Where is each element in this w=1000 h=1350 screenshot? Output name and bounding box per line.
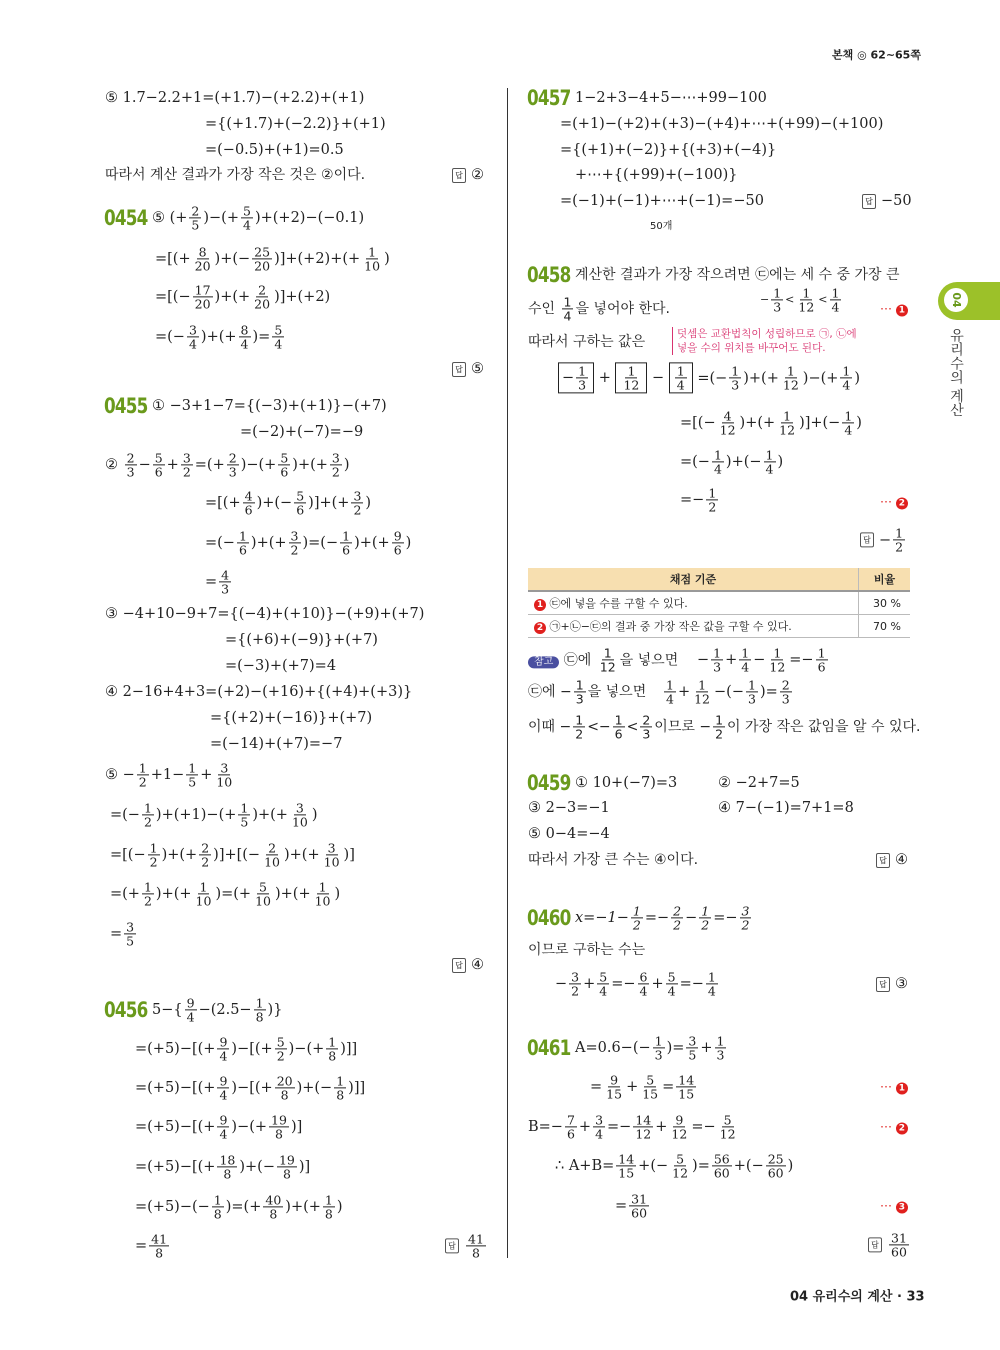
- math-line: =(− $\frac{1}{6}$ )+(+ $\frac{3}{2}$ )=(− $\frac{1}{6}$ )+(+ $\frac{9}{6}$ ): [205, 528, 412, 558]
- problem-number: 0455: [104, 394, 148, 418]
- fraction: $\frac{31}{60}$: [891, 1230, 907, 1260]
- fraction: $\frac{5}{10}$: [255, 879, 271, 909]
- fraction: $\frac{1}{3}$: [716, 1033, 725, 1063]
- fraction: $\frac{14}{15}$: [618, 1151, 635, 1181]
- answer-icon: 답: [860, 533, 874, 548]
- fraction: $\frac{1}{4}$: [765, 447, 774, 477]
- text-line: 이므로 구하는 수는: [528, 942, 646, 958]
- reference-line: 참고 ㉢에 $\frac{1}{12}$ 을 넣으면: [528, 646, 678, 673]
- fraction: $\frac{3}{10}$: [323, 840, 340, 870]
- fraction: $\frac{3}{2}$: [353, 488, 362, 518]
- fraction: $\frac{1}{2}$: [149, 840, 158, 870]
- math-line: =[(+ $\frac{8}{20}$ )+(− $\frac{25}{20}$ )]+(+2)+(+ $\frac{1}{10}$ ): [155, 244, 390, 274]
- fraction: $\frac{9}{6}$: [393, 528, 402, 558]
- fraction: $\frac{1}{4}$: [713, 447, 722, 477]
- problem-number: 0461: [527, 1036, 571, 1060]
- math-line: ∴ A+B= $\frac{14}{15}$ +(− $\frac{5}{12}$ )= $\frac{56}{60}$ +(− $\frac{25}{60}$ ): [555, 1151, 794, 1181]
- fraction: $\frac{1}{3}$: [575, 677, 584, 707]
- fraction: $\frac{2}{3}$: [228, 450, 237, 480]
- fraction: $\frac{25}{60}$: [767, 1151, 784, 1181]
- answer: 답 ③: [876, 976, 908, 992]
- fraction: $\frac{5}{4}$: [667, 969, 676, 999]
- text-line: 따라서 계산 결과가 가장 작은 것은 ②이다.: [105, 167, 366, 183]
- fraction: $\frac{1}{4}$: [707, 969, 716, 999]
- fraction: $\frac{2}{3}$: [642, 712, 651, 742]
- fraction: $\frac{3}{10}$: [291, 800, 308, 830]
- fraction: $\frac{1}{8}$: [255, 995, 264, 1025]
- step-marker-2: ⋯ 2: [880, 1120, 908, 1135]
- answer-icon: 답: [452, 958, 466, 973]
- fraction: $\frac{1}{4}$: [563, 294, 572, 324]
- fraction: $\frac{9}{12}$: [671, 1112, 688, 1142]
- reference-line: ㉢에 − $\frac{1}{3}$ 을 넣으면: [528, 677, 647, 707]
- math-line: =[(− $\frac{17}{20}$ )+(+ $\frac{2}{20}$ )]+(+2): [155, 282, 331, 312]
- fraction: $\frac{14}{15}$: [678, 1072, 695, 1102]
- math-line: =(−2)+(−7)=−9: [240, 423, 364, 440]
- step-marker-1: ⋯ 1: [880, 302, 908, 317]
- fraction: $\frac{1}{4}$: [676, 363, 685, 393]
- fraction: $\frac{2}{5}$: [191, 203, 200, 233]
- math-line: =(− $\frac{1}{4}$ )+(− $\frac{1}{4}$ ): [680, 447, 784, 477]
- fraction: $\frac{1}{6}$: [342, 528, 351, 558]
- fraction: $\frac{1}{3}$: [747, 677, 756, 707]
- fraction: $\frac{2}{2}$: [673, 903, 682, 933]
- math-line: =(+5)−(− $\frac{1}{8}$ )=(+ $\frac{40}{8}$ )+(+ $\frac{1}{8}$ ): [135, 1192, 343, 1222]
- chapter-tab[interactable]: [938, 282, 1000, 320]
- problem-number: 0459: [527, 771, 571, 795]
- fraction: $\frac{3}{2}$: [290, 528, 299, 558]
- answer-icon: 답: [876, 977, 890, 992]
- answer-icon: 답: [452, 168, 466, 183]
- fraction: $\frac{8}{20}$: [194, 244, 211, 274]
- fraction: $\frac{9}{4}$: [186, 995, 195, 1025]
- fraction: $\frac{1}{2}$: [708, 485, 717, 515]
- fraction: $\frac{1}{6}$: [238, 528, 247, 558]
- fraction: $\frac{7}{6}$: [566, 1112, 575, 1142]
- fraction: $\frac{1}{2}$: [143, 879, 152, 909]
- fraction: $\frac{1}{3}$: [773, 285, 782, 315]
- blank-box-b: [615, 362, 647, 393]
- fraction: $\frac{2}{20}$: [254, 282, 271, 312]
- math-line: ={(+2)+(−16)}+(+7): [210, 709, 373, 726]
- answer-icon: 답: [862, 194, 876, 209]
- step-marker-2: ⋯ 2: [880, 495, 908, 510]
- math-line: =(+5)−[(+ $\frac{9}{4}$ )−[(+ $\frac{20}{8}$ )+(− $\frac{1}{8}$ )]]: [135, 1073, 366, 1103]
- text-line: 수인 $\frac{1}{4}$ 을 넣어야 한다.: [528, 294, 670, 324]
- fraction: $\frac{1}{8}$: [336, 1073, 345, 1103]
- answer-icon: 답: [452, 362, 466, 377]
- text-line: 따라서 가장 큰 수는 ④이다.: [528, 852, 699, 868]
- answer: [868, 1231, 911, 1258]
- math-line: ⑤ (+ $\frac{2}{5}$ )−(+ $\frac{5}{4}$ )+(+2)−(−0.1): [152, 203, 365, 233]
- underbrace-label: 50개: [650, 221, 673, 232]
- fraction: $\frac{1}{12}$: [782, 363, 799, 393]
- fraction: $\frac{1}{4}$: [741, 645, 750, 675]
- math-line: x=−1− $\frac{1}{2}$ =− $\frac{2}{2}$ − $\frac{1}{2}$ =− $\frac{3}{2}$: [575, 903, 750, 933]
- fraction: $\frac{25}{20}$: [254, 244, 271, 274]
- fraction: $\frac{1}{10}$: [314, 879, 331, 909]
- math-line: ⑤ 0−4=−4: [528, 825, 610, 842]
- math-line: =[(+ $\frac{4}{6}$ )+(− $\frac{5}{6}$ )]+(+ $\frac{3}{2}$ ): [205, 488, 372, 518]
- fraction: $\frac{4}{3}$: [221, 567, 230, 597]
- math-line: +⋯+{(+99)+(−100)}: [575, 166, 738, 183]
- blank-box-c: [669, 362, 693, 393]
- fraction: $\frac{1}{3}$: [731, 363, 740, 393]
- fraction: $\frac{1}{8}$: [328, 1034, 337, 1064]
- fraction: $\frac{5}{6}$: [154, 450, 163, 480]
- fraction: $\frac{1}{12}$: [694, 677, 711, 707]
- fraction: $\frac{1}{4}$: [842, 363, 851, 393]
- math-line: = $\frac{4}{3}$: [205, 567, 230, 597]
- fraction: $\frac{17}{20}$: [194, 282, 211, 312]
- fraction: $\frac{4}{6}$: [244, 488, 253, 518]
- column-divider: [507, 88, 508, 1258]
- fraction: $\frac{1}{2}$: [895, 525, 904, 555]
- math-line: = $\frac{31}{60}$: [615, 1191, 648, 1221]
- fraction: $\frac{5}{6}$: [280, 450, 289, 480]
- math-line: ① −3+1−7={(−3)+(+1)}−(+7): [152, 397, 387, 414]
- answer: 답 − $\frac{1}{2}$: [860, 526, 907, 553]
- fraction: $\frac{9}{4}$: [219, 1073, 228, 1103]
- fraction: $\frac{5}{15}$: [642, 1072, 659, 1102]
- math-line: B=− $\frac{7}{6}$ + $\frac{3}{4}$ =− $\frac{14}{12}$ + $\frac{9}{12}$ =− $\frac{5}{12}$: [528, 1112, 736, 1142]
- math-line: =[(− $\frac{4}{12}$ )+(+ $\frac{1}{12}$ )]+(− $\frac{1}{4}$ ): [680, 408, 862, 438]
- fraction: $\frac{14}{12}$: [635, 1112, 652, 1142]
- math-line: ② $\frac{2}{3}$ − $\frac{5}{6}$ + $\frac{3}{2}$ =(+ $\frac{2}{3}$ )−(+ $\frac{5}{6}$ )+(+ $\frac{3}{2}$ ): [105, 450, 350, 480]
- fraction: $\frac{1}{4}$: [666, 677, 674, 707]
- fraction: $\frac{3}{2}$: [741, 903, 750, 933]
- math-line: ④ 7−(−1)=7+1=8: [718, 799, 854, 816]
- fraction: $\frac{1}{2}$: [632, 903, 641, 933]
- fraction: $\frac{56}{60}$: [713, 1151, 730, 1181]
- math-line: 5−{ $\frac{9}{4}$ −(2.5− $\frac{1}{8}$ )}: [152, 995, 283, 1025]
- fraction: $\frac{9}{4}$: [219, 1034, 228, 1064]
- page-reference: 본책 ◎ 62~65쪽: [832, 48, 921, 62]
- answer: 답 ⑤: [452, 361, 484, 377]
- math-line: ={(+1.7)+(−2.2)}+(+1): [205, 115, 386, 132]
- fraction: $\frac{1}{6}$: [614, 712, 623, 742]
- fraction: $\frac{6}{4}$: [639, 969, 648, 999]
- problem-number: 0460: [527, 906, 571, 930]
- box-expression: − $\frac{1}{3}$ + $\frac{1}{12}$ − $\frac{1}{4}$ =(− $\frac{1}{3}$ )+(+ $\frac{1}{12}$ )−(+ $\frac{1}{4}$ ): [558, 362, 860, 393]
- fraction: $\frac{5}{12}$: [719, 1112, 736, 1142]
- fraction: $\frac{1}{4}$: [831, 285, 840, 315]
- page-number: 33: [906, 1289, 925, 1305]
- math-line: =(−0.5)+(+1)=0.5: [205, 141, 344, 158]
- fraction: $\frac{19}{8}$: [271, 1112, 287, 1142]
- text-line: 따라서 구하는 값은: [528, 334, 646, 350]
- answer: 답 ②: [452, 167, 484, 183]
- math-line: =(−3)+(+7)=4: [225, 657, 337, 674]
- math-line: = $\frac{9}{15}$ + $\frac{5}{15}$ = $\frac{14}{15}$: [590, 1072, 695, 1102]
- fraction: $\frac{2}{2}$: [201, 840, 210, 870]
- fraction: $\frac{31}{60}$: [631, 1191, 648, 1221]
- fraction: $\frac{1}{2}$: [701, 903, 710, 933]
- reference-tag: 참고: [528, 656, 559, 668]
- side-note: 덧셈은 교환법칙이 성립하므로 ㉠, ㉡에 넣을 수의 위치를 바꾸어도 된다.: [672, 327, 857, 355]
- math-line: ⑤ 1.7−2.2+1=(+1.7)−(+2.2)+(+1): [105, 89, 365, 106]
- fraction: $\frac{3}{10}$: [216, 760, 233, 790]
- fraction: $\frac{3}{5}$: [688, 1033, 697, 1063]
- math-line: =(− $\frac{3}{4}$ )+(+ $\frac{8}{4}$ )= $\frac{5}{4}$: [155, 322, 283, 352]
- footer-chapter: 04 유리수의 계산: [790, 1289, 893, 1305]
- problem-number: 0456: [104, 998, 148, 1022]
- answer-icon: 답: [868, 1238, 882, 1253]
- math-line: ③ 2−3=−1: [528, 799, 610, 816]
- math-line: =(−14)+(+7)=−7: [210, 735, 343, 752]
- fraction: $\frac{1}{3}$: [654, 1033, 663, 1063]
- chapter-title-vertical: 유리수의 계산: [948, 328, 964, 417]
- problem-number: 0458: [527, 263, 571, 287]
- math-line: =(−1)+(−1)+⋯+(−1)=−50: [560, 192, 764, 209]
- order-annotation: − $\frac{1}{3}$ < $\frac{1}{12}$ < $\frac{1}{4}$: [760, 285, 840, 315]
- fraction: $\frac{2}{3}$: [781, 677, 790, 707]
- reference-line: 이때 − $\frac{1}{2}$ <− $\frac{1}{6}$ < $\frac{2}{3}$ 이므로 − $\frac{1}{2}$ 이 가장 작은 값임을 알 수 있다.: [528, 712, 921, 742]
- fraction: $\frac{1}{2}$: [143, 800, 152, 830]
- blank-box-a: − $\frac{1}{3}$: [558, 362, 594, 393]
- answer-icon: 답: [445, 1239, 459, 1254]
- math-line: =(+5)−[(+ $\frac{9}{4}$ )−(+ $\frac{19}{8}$ )]: [135, 1112, 303, 1142]
- fraction: $\frac{1}{10}$: [195, 879, 212, 909]
- fraction: $\frac{1}{5}$: [188, 760, 197, 790]
- answer-icon: 답: [876, 853, 890, 868]
- math-line: = $\frac{41}{8}$: [135, 1231, 168, 1261]
- math-line: ={(+6)+(−9)}+(+7): [225, 631, 378, 648]
- fraction: $\frac{1}{3}$: [713, 645, 722, 675]
- chapter-number: 04: [944, 288, 968, 312]
- math-line: ① 10+(−7)=3: [575, 774, 678, 791]
- fraction: $\frac{1}{2}$: [575, 712, 584, 742]
- answer: 답 ④: [876, 852, 908, 868]
- fraction: $\frac{3}{4}$: [188, 322, 197, 352]
- fraction: $\frac{5}{4}$: [599, 969, 608, 999]
- fraction: $\frac{1}{5}$: [240, 800, 249, 830]
- math-line: =(+5)−[(+ $\frac{9}{4}$ )−[(+ $\frac{5}{2}$ )−(+ $\frac{1}{8}$ )]]: [135, 1034, 358, 1064]
- fraction: $\frac{9}{4}$: [219, 1112, 228, 1142]
- math-line: $\frac{1}{4}$ + $\frac{1}{12}$ −(− $\frac{1}{3}$ )= $\frac{2}{3}$: [666, 677, 790, 707]
- math-line: =(− $\frac{1}{2}$ )+(+1)−(+ $\frac{1}{5}$ )+(+ $\frac{3}{10}$ ): [110, 800, 318, 830]
- fraction: $\frac{1}{6}$: [817, 645, 826, 675]
- text-line: 계산한 결과가 가장 작으려면 ㉢에는 세 수 중 가장 큰: [575, 267, 900, 283]
- fraction: $\frac{3}{2}$: [182, 450, 191, 480]
- fraction: $\frac{20}{8}$: [276, 1073, 293, 1103]
- math-line: 1−2+3−4+5−⋯+99−100: [575, 89, 767, 106]
- fraction: $\frac{4}{12}$: [719, 408, 736, 438]
- math-line: − $\frac{3}{2}$ + $\frac{5}{4}$ =− $\frac{6}{4}$ + $\frac{5}{4}$ =− $\frac{1}{4}$: [555, 969, 716, 999]
- fraction: $\frac{1}{4}$: [844, 408, 853, 438]
- math-line: =[(− $\frac{1}{2}$ )+(+ $\frac{2}{2}$ )]+[(− $\frac{2}{10}$ )+(+ $\frac{3}{10}$ )]: [110, 840, 355, 870]
- fraction: $\frac{5}{4}$: [243, 203, 251, 233]
- math-line: ④ 2−16+4+3=(+2)−(+16)+{(+4)+(+3)}: [105, 683, 413, 700]
- math-line: ={(+1)+(−2)}+{(+3)+(−4)}: [560, 141, 777, 158]
- fraction: $\frac{18}{8}$: [219, 1152, 236, 1182]
- fraction: $\frac{1}{2}$: [715, 712, 724, 742]
- fraction: $\frac{1}{10}$: [364, 244, 381, 274]
- fraction: $\frac{19}{8}$: [278, 1152, 295, 1182]
- fraction: $\frac{3}{4}$: [595, 1112, 604, 1142]
- problem-number: 0457: [527, 86, 571, 110]
- fraction: $\frac{40}{8}$: [265, 1192, 282, 1222]
- fraction: $\frac{2}{10}$: [264, 840, 280, 870]
- fraction: $\frac{5}{4}$: [274, 322, 283, 352]
- math-line: =− $\frac{1}{2}$: [680, 485, 717, 515]
- footer: 04 유리수의 계산 · 33: [790, 1289, 925, 1305]
- fraction: $\frac{1}{12}$: [798, 285, 815, 315]
- fraction: $\frac{3}{2}$: [571, 969, 580, 999]
- math-line: =(+1)−(+2)+(+3)−(+4)+⋯+(+99)−(+100): [560, 115, 884, 132]
- math-line: ⑤ − $\frac{1}{2}$ +1− $\frac{1}{5}$ + $\frac{3}{10}$: [105, 760, 233, 790]
- fraction: $\frac{41}{8}$: [151, 1231, 168, 1261]
- problem-number: 0454: [104, 206, 148, 230]
- step-marker-1: ⋯ 1: [880, 1080, 908, 1095]
- fraction: $\frac{5}{2}$: [276, 1034, 285, 1064]
- math-line: =(+ $\frac{1}{2}$ )+(+ $\frac{1}{10}$ )=(+ $\frac{5}{10}$ )+(+ $\frac{1}{10}$ ): [110, 879, 341, 909]
- fraction: $\frac{1}{8}$: [213, 1192, 222, 1222]
- fraction: $\frac{3}{5}$: [126, 919, 135, 949]
- fraction: $\frac{2}{3}$: [126, 450, 135, 480]
- fraction: $\frac{1}{12}$: [623, 363, 640, 393]
- math-line: A=0.6−(− $\frac{1}{3}$ )= $\frac{3}{5}$ + $\frac{1}{3}$: [575, 1033, 725, 1063]
- fraction: $\frac{5}{12}$: [672, 1151, 689, 1181]
- fraction: $\frac{1}{12}$: [779, 408, 796, 438]
- fraction: $\frac{3}{2}$: [331, 450, 340, 480]
- math-line: − $\frac{1}{3}$ + $\frac{1}{4}$ − $\frac{1}{12}$ =− $\frac{1}{6}$: [697, 645, 826, 675]
- math-line: ③ −4+10−9+7={(−4)+(+10)}−(+9)+(+7): [105, 605, 425, 622]
- fraction: $\frac{1}{2}$: [138, 760, 147, 790]
- fraction: $\frac{1}{3}$: [578, 363, 587, 393]
- fraction: $\frac{1}{12}$: [599, 645, 616, 675]
- math-line: ② −2+7=5: [718, 774, 800, 791]
- math-line: = $\frac{3}{5}$: [110, 919, 135, 949]
- answer: [445, 1232, 488, 1259]
- grading-table: 채점 기준 비율 1 ㉢에 넣을 수를 구할 수 있다. 30 % 2 ㉠+㉡−㉢의 결과 중 가장 작은 값을 구할 수 있다. 70 %: [528, 568, 910, 638]
- fraction: $\frac{9}{15}$: [606, 1072, 623, 1102]
- fraction: $\frac{1}{8}$: [324, 1192, 333, 1222]
- answer: 답 ④: [452, 957, 484, 973]
- step-marker-3: ⋯ 3: [880, 1199, 908, 1214]
- math-line: =(+5)−[(+ $\frac{18}{8}$ )+(− $\frac{19}{8}$ )]: [135, 1152, 311, 1182]
- fraction: $\frac{5}{6}$: [296, 488, 305, 518]
- answer: 답 −50: [862, 193, 912, 209]
- fraction: $\frac{8}{4}$: [240, 322, 249, 352]
- fraction: $\frac{41}{8}$: [468, 1231, 484, 1261]
- fraction: $\frac{1}{12}$: [769, 645, 786, 675]
